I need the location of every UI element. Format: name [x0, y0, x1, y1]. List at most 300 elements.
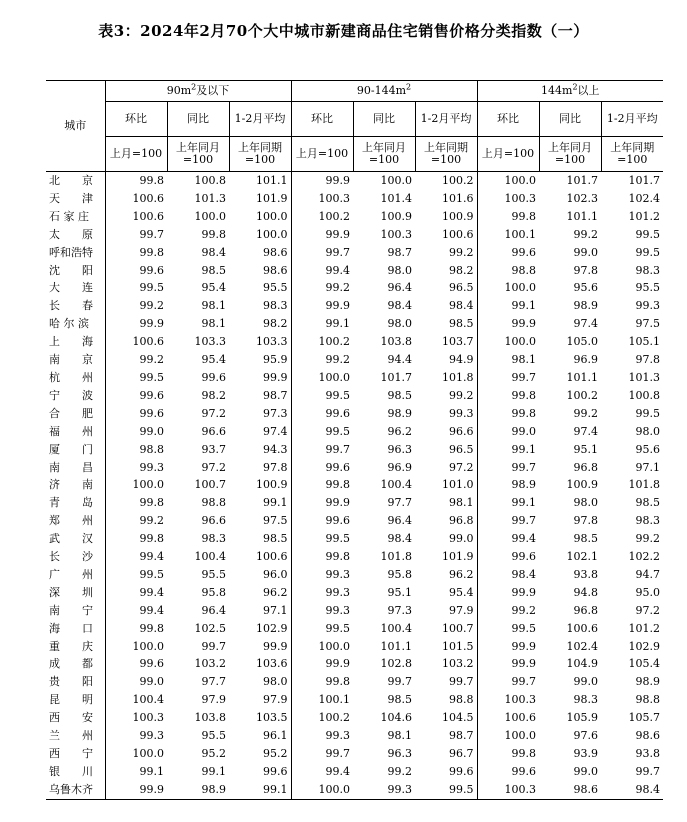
index-value: 100.4 — [380, 621, 413, 635]
index-value: 99.2 — [573, 406, 599, 420]
base-label-mom: 上月=100 — [477, 137, 539, 172]
index-value: 97.5 — [229, 512, 291, 530]
index-value: 99.2 — [139, 353, 164, 367]
index-value: 96.1 — [229, 727, 291, 745]
index-value: 102.9 — [628, 639, 661, 653]
index-value: 97.1 — [635, 460, 661, 474]
city-name: 长 春 — [46, 297, 105, 315]
index-value: 101.0 — [415, 476, 477, 494]
index-value: 101.1 — [566, 370, 599, 384]
index-value: 102.4 — [566, 639, 599, 653]
index-value: 97.9 — [201, 693, 226, 707]
index-value: 100.9 — [380, 209, 413, 223]
index-value: 98.9 — [387, 406, 413, 420]
index-value: 100.6 — [132, 209, 164, 223]
city-name: 成 都 — [46, 655, 105, 673]
base-label-mom: 上月=100 — [105, 137, 167, 172]
index-value: 97.7 — [201, 675, 226, 689]
index-value: 99.8 — [139, 245, 164, 259]
index-value: 99.9 — [511, 317, 537, 331]
index-value: 99.9 — [325, 174, 351, 187]
index-value: 102.2 — [628, 550, 661, 564]
index-value: 94.9 — [415, 351, 477, 369]
index-value: 99.3 — [635, 299, 661, 313]
city-name: 沈 阳 — [46, 262, 105, 280]
index-value: 100.6 — [229, 548, 291, 566]
index-value: 99.7 — [201, 639, 226, 653]
index-value: 100.9 — [229, 476, 291, 494]
index-value: 96.0 — [229, 566, 291, 584]
group-header-medium: $90-144m^2$ — [291, 81, 477, 102]
index-value: 100.2 — [318, 209, 351, 223]
index-value: 99.8 — [325, 550, 351, 564]
index-value: 99.6 — [415, 763, 477, 781]
index-value: 101.2 — [628, 209, 661, 223]
index-value: 101.2 — [628, 621, 661, 635]
index-value: 99.9 — [139, 317, 164, 331]
index-value: 102.9 — [229, 620, 291, 638]
index-value: 97.2 — [201, 406, 226, 420]
index-value: 94.4 — [387, 353, 413, 367]
index-value: 99.7 — [511, 675, 537, 689]
index-value: 100.2 — [318, 711, 351, 725]
index-value: 97.9 — [415, 602, 477, 620]
index-value: 97.5 — [635, 317, 661, 331]
base-label-yoy: 上年同月=100 — [353, 137, 415, 172]
table-header — [46, 81, 663, 172]
index-value: 98.0 — [387, 263, 413, 277]
index-value: 98.6 — [229, 244, 291, 262]
index-value: 99.1 — [201, 764, 226, 778]
index-value: 99.3 — [353, 781, 415, 799]
city-name: 乌鲁木齐 — [46, 781, 105, 799]
index-value: 98.1 — [201, 317, 226, 331]
city-name: 银 川 — [46, 763, 105, 781]
index-value: 98.5 — [387, 693, 413, 707]
index-value: 98.7 — [229, 387, 291, 405]
index-value: 98.5 — [635, 496, 661, 510]
index-value: 96.4 — [201, 603, 226, 617]
index-value: 98.8 — [511, 263, 537, 277]
subheader-mom: 环比 — [105, 102, 167, 137]
index-value: 99.5 — [635, 406, 661, 420]
index-value: 99.6 — [139, 388, 164, 402]
index-value: 99.5 — [635, 227, 661, 241]
index-value: 95.9 — [229, 351, 291, 369]
table-row — [46, 709, 663, 727]
base-label-yoy: 上年同月=100 — [167, 137, 229, 172]
index-value: 100.6 — [415, 226, 477, 244]
index-value: 100.6 — [132, 191, 164, 205]
index-value: 99.4 — [139, 585, 164, 599]
index-value: 97.8 — [573, 263, 599, 277]
index-value: 101.8 — [380, 550, 413, 564]
city-name: 北 京 — [46, 172, 105, 190]
city-name: 贵 阳 — [46, 673, 105, 691]
index-value: 95.1 — [387, 585, 413, 599]
table-row — [46, 655, 663, 673]
index-value: 99.1 — [511, 299, 537, 313]
index-value: 95.8 — [201, 585, 226, 599]
index-value: 102.8 — [380, 657, 413, 671]
index-value: 99.6 — [511, 245, 537, 259]
index-value: 100.7 — [194, 478, 226, 492]
index-value: 93.8 — [573, 567, 599, 581]
index-value: 99.1 — [139, 764, 164, 778]
index-value: 96.5 — [415, 279, 477, 297]
index-value: 101.3 — [628, 370, 661, 384]
subheader-yoy: 同比 — [167, 102, 229, 137]
index-value: 99.8 — [511, 406, 537, 420]
index-value: 100.0 — [132, 478, 164, 492]
index-value: 100.7 — [415, 620, 477, 638]
index-value: 101.1 — [380, 639, 413, 653]
index-value: 99.7 — [635, 764, 661, 778]
index-value: 93.8 — [635, 747, 661, 760]
index-value: 99.5 — [415, 781, 477, 799]
index-value: 100.0 — [504, 335, 537, 349]
table-row — [46, 691, 663, 709]
index-value: 105.7 — [628, 711, 661, 725]
index-value: 100.9 — [566, 478, 599, 492]
index-value: 99.9 — [511, 585, 537, 599]
table-row — [46, 602, 663, 620]
index-value: 98.9 — [635, 675, 661, 689]
table-row — [46, 279, 663, 297]
index-value: 98.7 — [387, 245, 413, 259]
index-value: 97.3 — [229, 405, 291, 423]
index-value: 100.0 — [318, 370, 351, 384]
index-value: 100.3 — [318, 191, 351, 205]
index-value: 99.1 — [325, 317, 351, 331]
table-row — [46, 459, 663, 477]
city-name: 南 昌 — [46, 459, 105, 477]
index-value: 100.0 — [318, 639, 351, 653]
index-value: 97.4 — [573, 317, 599, 331]
table-row — [46, 226, 663, 244]
city-name: 西 宁 — [46, 745, 105, 763]
index-value: 98.3 — [573, 693, 599, 707]
index-value: 98.8 — [415, 691, 477, 709]
index-value: 98.9 — [167, 781, 229, 799]
subheader-avg: 1-2月平均 — [229, 102, 291, 137]
index-value: 96.2 — [387, 424, 413, 438]
index-value: 98.2 — [201, 388, 226, 402]
index-value: 97.9 — [229, 691, 291, 709]
city-column-header: 城市 — [46, 81, 105, 172]
index-value: 100.6 — [504, 711, 537, 725]
index-value: 96.6 — [415, 423, 477, 441]
index-value: 97.6 — [573, 729, 599, 743]
index-value: 99.9 — [511, 639, 537, 653]
index-value: 95.5 — [201, 567, 226, 581]
table-row — [46, 244, 663, 262]
index-value: 100.4 — [194, 550, 226, 564]
index-value: 100.9 — [415, 208, 477, 226]
index-value: 99.5 — [325, 532, 351, 546]
index-value: 100.6 — [566, 621, 599, 635]
index-value: 99.2 — [325, 353, 351, 367]
index-value: 99.0 — [511, 424, 537, 438]
city-name: 上 海 — [46, 333, 105, 351]
index-value: 100.0 — [229, 226, 291, 244]
index-value: 99.3 — [325, 585, 351, 599]
city-name: 天 津 — [46, 190, 105, 208]
index-value: 98.0 — [635, 424, 661, 438]
city-name: 昆 明 — [46, 691, 105, 709]
index-value: 93.9 — [573, 747, 599, 760]
table-row — [46, 763, 663, 781]
table-row — [46, 297, 663, 315]
table-row — [46, 530, 663, 548]
index-value: 97.1 — [229, 602, 291, 620]
index-value: 99.7 — [511, 514, 537, 528]
table-row — [46, 190, 663, 208]
index-value: 101.8 — [628, 478, 661, 492]
index-value: 98.6 — [229, 262, 291, 280]
index-value: 99.0 — [573, 675, 599, 689]
index-value: 98.4 — [201, 245, 226, 259]
table-row — [46, 512, 663, 530]
table-row — [46, 315, 663, 333]
index-value: 98.4 — [387, 299, 413, 313]
index-value: 99.9 — [325, 657, 351, 671]
table-row — [46, 441, 663, 459]
table-row — [46, 638, 663, 656]
index-value: 99.0 — [415, 530, 477, 548]
city-name: 太 原 — [46, 226, 105, 244]
subheader-mom: 环比 — [477, 102, 539, 137]
index-value: 98.1 — [387, 729, 413, 743]
index-value: 99.8 — [139, 532, 164, 546]
index-value: 99.3 — [325, 567, 351, 581]
city-name: 石 家 庄 — [46, 208, 105, 226]
index-value: 99.8 — [139, 621, 164, 635]
index-value: 99.5 — [635, 245, 661, 259]
index-value: 98.2 — [229, 315, 291, 333]
index-value: 101.5 — [415, 638, 477, 656]
index-value: 100.3 — [504, 191, 537, 205]
index-value: 98.5 — [201, 263, 226, 277]
index-value: 99.9 — [105, 781, 167, 799]
index-value: 97.4 — [229, 423, 291, 441]
index-value: 95.1 — [573, 442, 599, 456]
index-value: 99.5 — [325, 388, 351, 402]
index-value: 99.7 — [325, 747, 351, 760]
index-value: 98.3 — [635, 514, 661, 528]
index-value: 99.2 — [387, 764, 413, 778]
index-value: 95.8 — [387, 567, 413, 581]
index-value: 100.3 — [380, 227, 413, 241]
index-value: 95.4 — [201, 353, 226, 367]
table-row — [46, 333, 663, 351]
index-value: 99.2 — [139, 299, 164, 313]
index-value: 101.9 — [229, 190, 291, 208]
city-name: 兰 州 — [46, 727, 105, 745]
index-value: 98.0 — [387, 317, 413, 331]
index-value: 105.9 — [566, 711, 599, 725]
index-value: 103.2 — [194, 657, 226, 671]
index-value: 99.6 — [229, 763, 291, 781]
index-value: 96.5 — [415, 441, 477, 459]
index-value: 96.4 — [387, 281, 413, 295]
table-row — [46, 584, 663, 602]
index-value: 99.0 — [139, 675, 164, 689]
index-value: 101.7 — [628, 174, 661, 187]
index-value: 101.1 — [229, 172, 291, 190]
city-name: 杭 州 — [46, 369, 105, 387]
index-value: 99.5 — [139, 281, 164, 295]
index-value: 101.4 — [380, 191, 413, 205]
index-value: 98.4 — [415, 297, 477, 315]
index-value: 99.1 — [511, 442, 537, 456]
index-value: 99.3 — [415, 405, 477, 423]
index-value: 97.8 — [229, 459, 291, 477]
index-value: 99.8 — [139, 174, 164, 187]
index-value: 99.1 — [511, 496, 537, 510]
index-value: 96.4 — [387, 514, 413, 528]
index-value: 98.0 — [229, 673, 291, 691]
index-value: 99.6 — [325, 406, 351, 420]
index-value: 100.8 — [194, 174, 226, 187]
index-value: 103.8 — [194, 711, 226, 725]
index-value: 98.3 — [229, 297, 291, 315]
index-value: 99.7 — [387, 675, 413, 689]
table-row — [46, 781, 663, 799]
city-name: 宁 波 — [46, 387, 105, 405]
index-value: 97.2 — [635, 603, 661, 617]
index-value: 103.2 — [415, 655, 477, 673]
index-value: 100.3 — [504, 693, 537, 707]
city-name: 重 庆 — [46, 638, 105, 656]
index-value: 98.9 — [573, 299, 599, 313]
index-value: 96.2 — [229, 584, 291, 602]
index-value: 103.6 — [229, 655, 291, 673]
index-value: 100.3 — [477, 781, 539, 799]
price-index-table — [46, 80, 663, 800]
index-value: 96.8 — [415, 512, 477, 530]
index-value: 100.0 — [229, 208, 291, 226]
index-value: 100.6 — [132, 335, 164, 349]
index-value: 95.5 — [201, 729, 226, 743]
index-value: 99.2 — [415, 244, 477, 262]
index-value: 99.3 — [139, 729, 164, 743]
table-row — [46, 745, 663, 763]
index-value: 101.7 — [566, 174, 599, 187]
index-value: 99.6 — [139, 657, 164, 671]
index-value: 94.3 — [229, 441, 291, 459]
city-name: 海 口 — [46, 620, 105, 638]
table-row — [46, 172, 663, 190]
index-value: 99.5 — [139, 567, 164, 581]
table-row — [46, 208, 663, 226]
index-value: 99.8 — [325, 478, 351, 492]
table-row — [46, 476, 663, 494]
index-value: 98.6 — [635, 729, 661, 743]
index-value: 95.5 — [635, 281, 661, 295]
group-header-small: $90m^2$及以下 — [105, 81, 291, 102]
index-value: 96.7 — [415, 745, 477, 763]
index-value: 99.7 — [415, 673, 477, 691]
index-value: 99.0 — [573, 764, 599, 778]
city-name: 郑 州 — [46, 512, 105, 530]
index-value: 99.6 — [511, 764, 537, 778]
index-value: 96.3 — [387, 442, 413, 456]
index-value: 99.8 — [325, 675, 351, 689]
index-value: 100.8 — [628, 388, 661, 402]
city-name: 厦 门 — [46, 441, 105, 459]
base-label-yoy: 上年同月=100 — [539, 137, 601, 172]
table-body — [46, 172, 663, 800]
index-value: 102.5 — [194, 621, 226, 635]
table-row — [46, 566, 663, 584]
index-value: 99.2 — [325, 281, 351, 295]
index-value: 105.0 — [566, 335, 599, 349]
index-value: 100.0 — [291, 781, 353, 799]
index-value: 96.6 — [201, 424, 226, 438]
index-value: 99.3 — [325, 603, 351, 617]
index-value: 97.2 — [415, 459, 477, 477]
table-row — [46, 369, 663, 387]
index-value: 97.2 — [201, 460, 226, 474]
index-value: 95.0 — [635, 585, 661, 599]
index-value: 103.3 — [194, 335, 226, 349]
index-value: 99.2 — [139, 514, 164, 528]
index-value: 95.4 — [415, 584, 477, 602]
index-value: 97.3 — [387, 603, 413, 617]
index-value: 99.3 — [325, 729, 351, 743]
index-value: 98.4 — [387, 532, 413, 546]
index-value: 98.8 — [201, 496, 226, 510]
subheader-yoy: 同比 — [353, 102, 415, 137]
index-value: 99.8 — [201, 227, 226, 241]
index-value: 99.8 — [511, 747, 537, 760]
subheader-avg: 1-2月平均 — [601, 102, 663, 137]
index-value: 98.5 — [387, 388, 413, 402]
index-value: 98.1 — [415, 494, 477, 512]
index-value: 100.0 — [504, 729, 537, 743]
city-name: 广 州 — [46, 566, 105, 584]
index-value: 99.4 — [325, 263, 351, 277]
index-value: 100.1 — [318, 693, 351, 707]
index-value: 100.2 — [318, 335, 351, 349]
index-value: 96.8 — [573, 603, 599, 617]
index-value: 99.0 — [573, 245, 599, 259]
city-name: 合 肥 — [46, 405, 105, 423]
index-value: 98.5 — [229, 530, 291, 548]
index-value: 96.9 — [573, 353, 599, 367]
index-value: 99.9 — [325, 227, 351, 241]
index-value: 99.7 — [511, 370, 537, 384]
index-value: 103.8 — [380, 335, 413, 349]
index-value: 99.7 — [325, 245, 351, 259]
index-value: 100.2 — [566, 388, 599, 402]
index-value: 98.4 — [511, 567, 537, 581]
index-value: 100.0 — [132, 639, 164, 653]
index-value: 99.6 — [511, 550, 537, 564]
index-value: 101.8 — [415, 369, 477, 387]
index-value: 93.7 — [201, 442, 226, 456]
index-value: 101.3 — [194, 191, 226, 205]
index-value: 101.6 — [415, 190, 477, 208]
index-value: 96.2 — [415, 566, 477, 584]
index-value: 99.4 — [139, 603, 164, 617]
index-value: 98.3 — [635, 263, 661, 277]
city-name: 南 宁 — [46, 602, 105, 620]
city-name: 呼和浩特 — [46, 244, 105, 262]
index-value: 99.2 — [511, 603, 537, 617]
index-value: 100.4 — [132, 693, 164, 707]
